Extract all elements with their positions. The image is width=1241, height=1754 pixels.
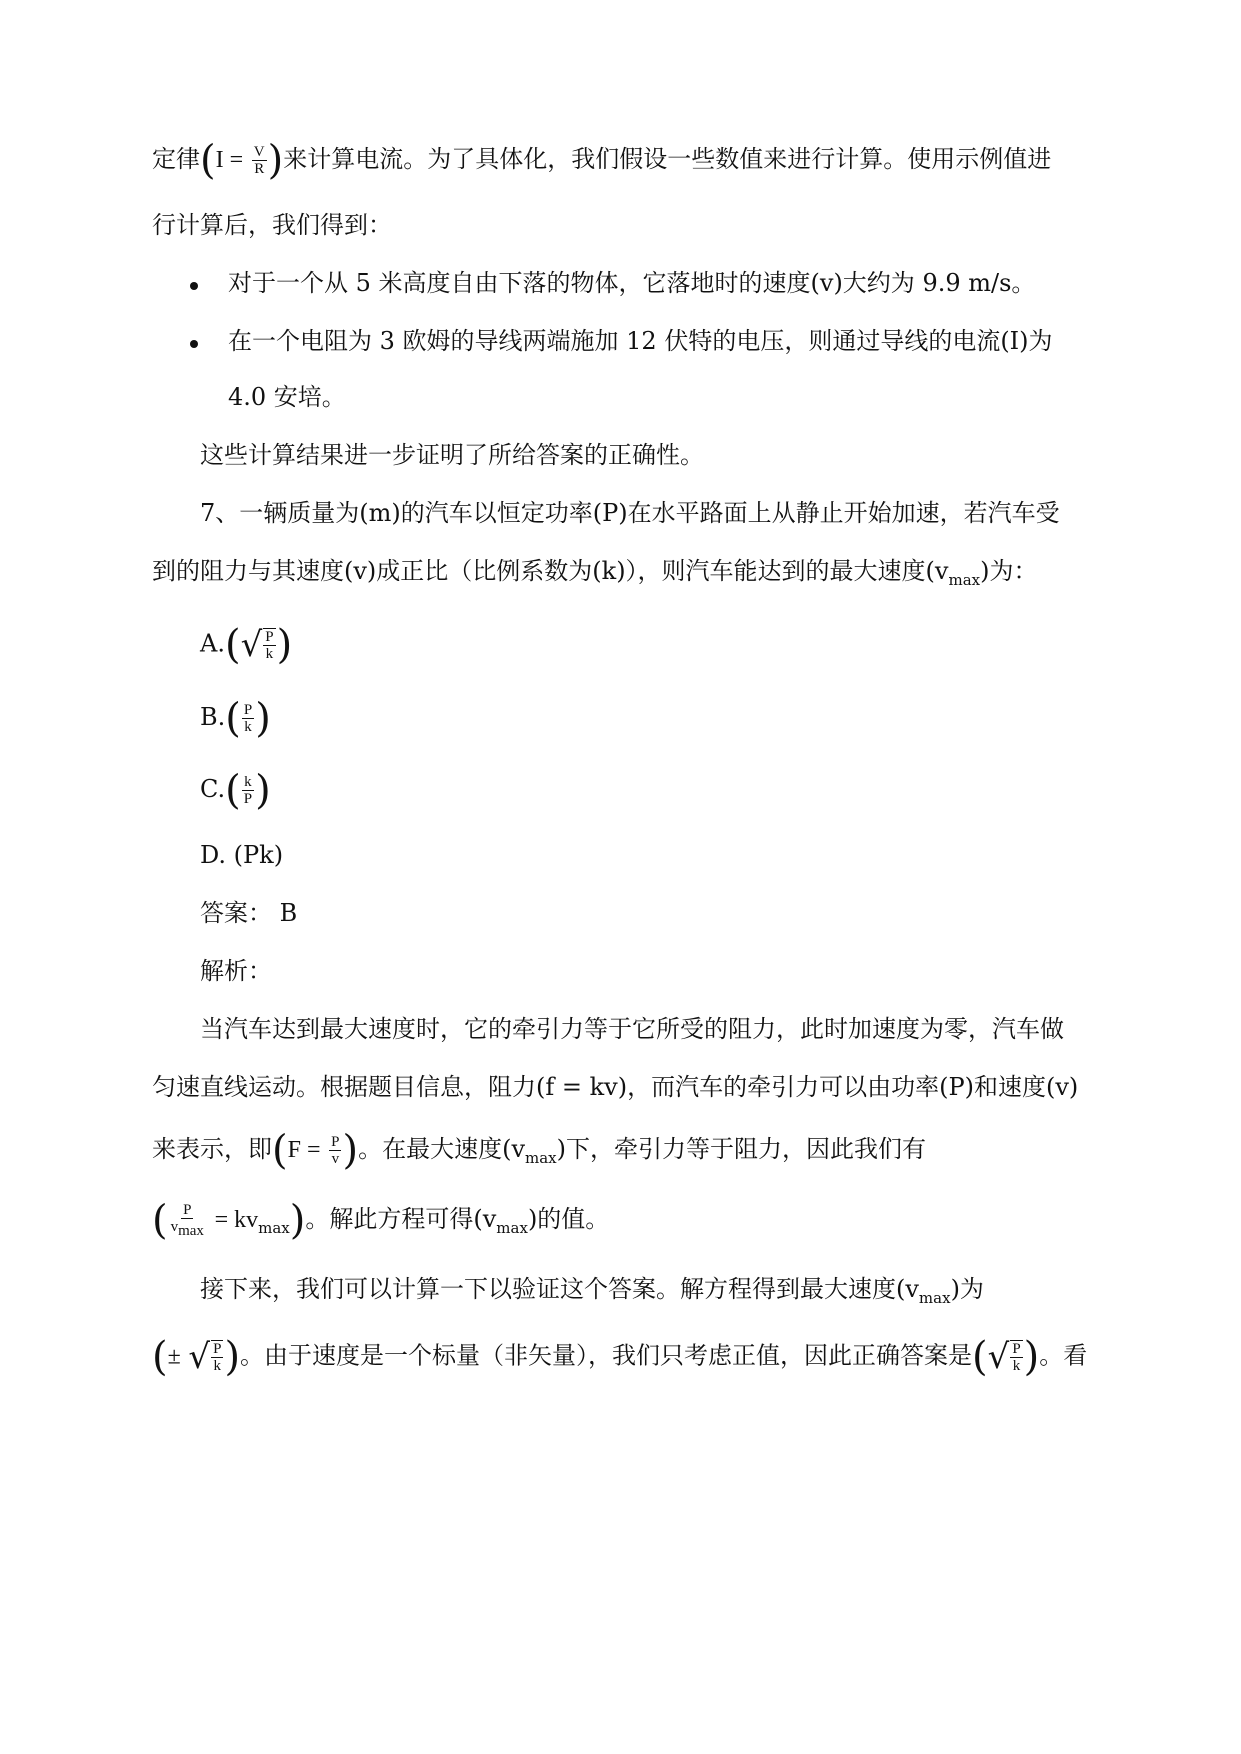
answer-line: 答案： B: [200, 899, 298, 927]
sqrt-icon: √ $\frac{P}{k}$: [987, 1337, 1021, 1377]
option-b: B.( $\frac{P}{k}$ ): [200, 695, 271, 742]
bullet-icon: [190, 282, 198, 290]
bullet-item-2-cont: 4.0 安培。: [228, 383, 346, 411]
explanation-line-2: 匀速直线运动。根据题目信息，阻力(f = kv)，而汽车的牵引力可以由功率(P)和速度(v): [152, 1073, 1079, 1101]
explanation-line-4: ( $\frac{P}{v_{max}}$ = $kv_{max}$)。解此方程可得$(v_{max})$的值。: [152, 1197, 610, 1244]
sqrt-icon: √ $\frac{P}{k}$: [240, 625, 274, 665]
paragraph-conclusion: 这些计算结果进一步证明了所给答案的正确性。: [200, 441, 704, 469]
option-c: C.( $\frac{k}{P}$ ): [200, 767, 271, 814]
question-7-line-1: 7、一辆质量为(m)的汽车以恒定功率(P)在水平路面上从静止开始加速，若汽车受: [200, 499, 1060, 527]
bullet-item-1: 对于一个从 5 米高度自由下落的物体，它落地时的速度(v)大约为 9.9 m/s。: [228, 269, 1036, 297]
option-a: A.( √ $\frac{P}{k}$ ): [200, 622, 293, 668]
explanation-line-1: 当汽车达到最大速度时，它的牵引力等于它所受的阻力，此时加速度为零，汽车做: [200, 1015, 1064, 1043]
text-line-2: 行计算后，我们得到：: [152, 211, 392, 239]
explanation-line-6: (± √ $\frac{P}{k}$ )。由于速度是一个标量（非矢量），我们只考虑正值，因此正确答案是( √ $\frac{P}{k}$ )。看: [152, 1334, 1088, 1380]
explanation-line-5: 接下来，我们可以计算一下以验证这个答案。解方程得到最大速度$(v_{max})$为: [200, 1275, 984, 1307]
explanation-line-3: 来表示，即(F = $\frac{P}{v}$ )。在最大速度$(v_{max})$下，牵引力等于阻力，因此我们有: [152, 1127, 927, 1174]
question-7-line-2: 到的阻力与其速度(v)成正比（比例系数为(k)），则汽车能达到的最大速度$(v_{max})$为：: [152, 557, 1038, 589]
text-line-1: 定律(I = $\frac{V}{R}$ )来计算电流。为了具体化，我们假设一些数值来进行计算。使用示例值进: [152, 137, 1052, 184]
bullet-icon: [190, 340, 198, 348]
sqrt-icon: √ $\frac{P}{k}$: [188, 1337, 222, 1377]
bullet-item-2: 在一个电阻为 3 欧姆的导线两端施加 12 伏特的电压，则通过导线的电流(I)为: [228, 327, 1053, 355]
option-d: D. (Pk): [200, 841, 284, 869]
fraction-v-over-r: $\frac{V}{R}$: [253, 144, 265, 177]
analysis-heading: 解析：: [200, 957, 272, 985]
